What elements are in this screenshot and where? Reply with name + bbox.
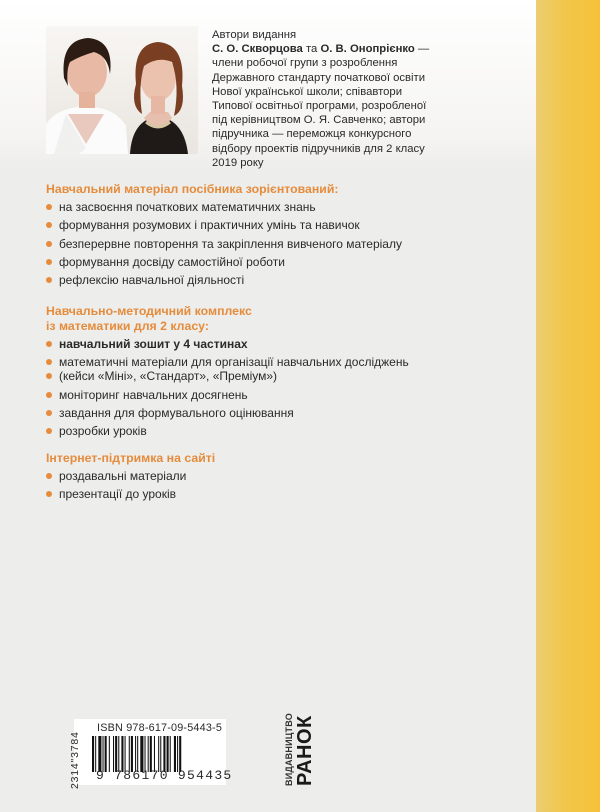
authors-line: 2019 року xyxy=(212,156,264,169)
barcode-bar xyxy=(148,736,149,772)
list-item: формування розумових і практичних умінь та навичок xyxy=(46,218,516,232)
barcode-bar xyxy=(109,736,110,772)
barcode-bar xyxy=(179,736,181,772)
barcode-bar xyxy=(125,736,126,772)
barcode-bar xyxy=(145,736,146,772)
barcode-bar xyxy=(103,736,104,772)
authors-photo xyxy=(46,26,198,154)
publisher-name: РАНОК xyxy=(294,715,316,786)
barcode-bar xyxy=(92,736,94,772)
barcode-bar xyxy=(163,736,165,772)
list-item-highlight: навчальний зошит у 4 частинах xyxy=(46,337,516,351)
authors-dash: — xyxy=(414,43,430,56)
methodical-complex-section xyxy=(46,304,516,442)
section-heading: Навчальний матеріал посібника зорієнтований: xyxy=(46,182,339,196)
section-heading: Інтернет-підтримка на сайті xyxy=(46,451,216,465)
barcode-bar xyxy=(150,736,152,772)
list-item: завдання для формувального оцінювання xyxy=(46,406,516,420)
barcode-bar xyxy=(135,736,136,772)
barcode-bar xyxy=(129,736,130,772)
authors-portrait-image xyxy=(46,26,198,154)
section-heading-line1: Навчально-методичний комплекс xyxy=(46,304,252,318)
bullet-list xyxy=(46,200,516,287)
bullet-list xyxy=(46,469,516,501)
barcode-bar xyxy=(113,736,114,772)
learning-material-section xyxy=(46,182,516,291)
barcode-bar xyxy=(154,736,155,772)
barcode-bars xyxy=(92,736,222,772)
barcode-bar xyxy=(174,736,176,772)
list-item: безперервне повторення та закріплення вивченого матеріалу xyxy=(46,237,516,251)
barcode-bar xyxy=(160,736,161,772)
section-heading-line2: із математики для 2 класу: xyxy=(46,319,209,333)
authors-intro: Автори видання xyxy=(212,29,297,41)
barcode-digits: 9 786170 954435 xyxy=(96,768,233,783)
authors-description xyxy=(212,28,522,170)
barcode-bar xyxy=(121,736,123,772)
spine-stripe xyxy=(536,0,600,812)
barcode-bar xyxy=(137,736,138,772)
barcode-bar xyxy=(98,736,101,772)
list-item: на засвоєння початкових математичних знань xyxy=(46,200,516,214)
authors-line: Типової освітньої програми, розробленої xyxy=(212,100,427,113)
isbn-number: ISBN 978-617-09-5443-5 xyxy=(97,722,223,734)
authors-line: Державного стандарту початкової освіти xyxy=(212,71,426,84)
internet-support-section xyxy=(46,451,516,506)
barcode-bar xyxy=(140,736,143,772)
authors-names xyxy=(212,42,522,56)
publisher-logo xyxy=(284,696,318,786)
publisher-label: ВИДАВНИЦТВО xyxy=(284,713,294,786)
authors-line: відбору проектів підручників для 2 класу xyxy=(212,142,425,155)
barcode-bar xyxy=(105,736,107,772)
authors-line: підручника — переможця конкурсного xyxy=(212,128,412,141)
author-name-2: О. В. Онопрієнко xyxy=(320,43,415,56)
list-item: роздавальні матеріали xyxy=(46,469,516,483)
barcode-bar xyxy=(95,736,96,772)
list-item: рефлексію навчальної діяльності xyxy=(46,273,516,287)
author-name-1: С. О. Скворцова xyxy=(212,43,303,56)
authors-connector: та xyxy=(302,43,321,56)
list-item-continuation: (кейси «Міні», «Стандарт», «Преміум») xyxy=(46,369,516,383)
barcode-bar xyxy=(118,736,119,772)
bullet-list xyxy=(46,337,516,438)
list-item: формування досвіду самостійної роботи xyxy=(46,255,516,269)
authors-line: члени робочої групи з розроблення xyxy=(212,57,398,70)
barcode-bar xyxy=(167,736,169,772)
barcode-bar xyxy=(131,736,133,772)
authors-line: під керівництвом О. Я. Савченко; автори xyxy=(212,114,426,127)
barcode-bar xyxy=(115,736,117,772)
barcode-bar xyxy=(177,736,178,772)
list-item: презентації до уроків xyxy=(46,487,516,501)
authors-line: Нової української школи; співавтори xyxy=(212,85,403,98)
isbn-side-code: 2314"3784 xyxy=(69,731,81,789)
list-item: розробки уроків xyxy=(46,424,516,438)
barcode-bar xyxy=(158,736,159,772)
barcode-bar xyxy=(170,736,171,772)
list-item: моніторинг навчальних досягнень xyxy=(46,388,516,402)
list-item: математичні матеріали для організації навчальних досліджень xyxy=(46,355,516,369)
